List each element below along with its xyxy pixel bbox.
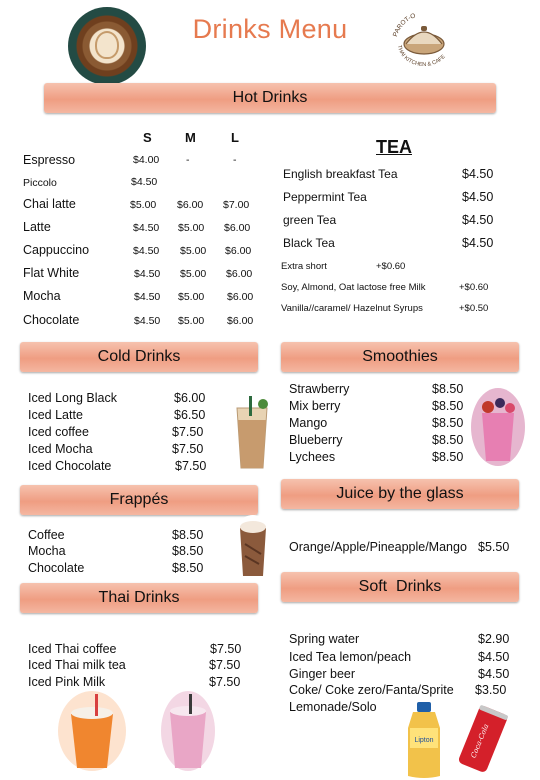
hot-item-price-s: $4.50: [134, 291, 161, 303]
size-header-m: M: [185, 130, 196, 145]
hot-item-price-s: $4.50: [133, 222, 160, 234]
hot-item-price-m: $5.00: [178, 291, 205, 303]
soft-item-price: $2.90: [478, 632, 510, 646]
cold-item-name: Iced Chocolate: [28, 459, 112, 473]
cold-item-name: Iced Latte: [28, 408, 83, 422]
cold-drinks-heading: Cold Drinks: [97, 348, 181, 365]
hot-item-name: Chai latte: [23, 197, 76, 211]
frappe-item-price: $8.50: [172, 561, 204, 575]
hot-item-name: Piccolo: [23, 177, 57, 189]
thai-drinks-heading: Thai Drinks: [98, 589, 180, 606]
smoothie-item-price: $8.50: [432, 416, 464, 430]
smoothie-item-price: $8.50: [432, 382, 464, 396]
soft-item-name: Lemonade/Solo: [289, 700, 377, 714]
tea-item-name: Black Tea: [283, 236, 335, 250]
smoothie-item-name: Mango: [289, 416, 328, 430]
hot-item-price-s: $4.50: [134, 315, 161, 327]
tea-item-name: Peppermint Tea: [283, 190, 367, 204]
hot-drinks-heading: Hot Drinks: [232, 89, 308, 106]
svg-text:PAROT-O: PAROT-O: [392, 12, 417, 38]
cold-item-name: Iced Mocha: [28, 442, 93, 456]
frappe-item-name: Mocha: [28, 544, 66, 558]
cold-item-price: $7.50: [172, 442, 204, 456]
hot-item-price-s: $4.00: [133, 154, 160, 166]
smoothies-banner: [281, 342, 519, 372]
cold-item-price: $6.00: [174, 391, 206, 405]
soft-drinks-banner: [281, 572, 519, 602]
tea-item-price: $4.50: [462, 167, 494, 181]
frappe-item-name: Coffee: [28, 528, 65, 542]
hot-item-name: Espresso: [23, 153, 76, 167]
cold-item-price: $6.50: [174, 408, 206, 422]
tea-item-price: $4.50: [462, 213, 494, 227]
smoothie-item-price: $8.50: [432, 450, 464, 464]
iced-coffee-image: [227, 390, 277, 474]
svg-text:THAI KITCHEN & CAFE: THAI KITCHEN & CAFE: [396, 44, 447, 69]
hot-item-name: Latte: [23, 220, 51, 234]
hot-item-price-l: $7.00: [223, 199, 250, 211]
hot-item-price-m: $6.00: [177, 199, 204, 211]
extra-item-name: Vanilla//caramel/ Hazelnut Syrups: [281, 303, 423, 314]
size-header-s: S: [143, 130, 152, 145]
frappe-item-price: $8.50: [172, 544, 204, 558]
hot-item-price-s: $5.00: [130, 199, 157, 211]
tea-item-price: $4.50: [462, 190, 494, 204]
smoothie-item-name: Lychees: [289, 450, 336, 464]
soft-item-name: Coke/ Coke zero/Fanta/Sprite: [289, 683, 454, 697]
cafe-logo: [388, 10, 460, 70]
thai-item-name: Iced Pink Milk: [28, 675, 106, 689]
iced-tea-bottle-image: [398, 700, 450, 780]
size-header-l: L: [231, 130, 239, 145]
juice-heading: Juice by the glass: [336, 485, 464, 502]
tea-item-price: $4.50: [462, 236, 494, 250]
smoothie-item-price: $8.50: [432, 433, 464, 447]
smoothie-item-price: $8.50: [432, 399, 464, 413]
extra-item-price: +$0.50: [459, 303, 489, 314]
coke-label: Coca-Cola: [469, 722, 491, 760]
hot-item-price-m: $5.00: [180, 268, 207, 280]
smoothies-heading: Smoothies: [362, 348, 438, 365]
hot-item-price-m: $5.00: [180, 245, 207, 257]
thai-item-name: Iced Thai coffee: [28, 642, 117, 656]
thai-item-price: $7.50: [209, 658, 241, 672]
cold-item-price: $7.50: [172, 425, 204, 439]
hot-item-name: Mocha: [23, 289, 61, 303]
cold-item-name: Iced coffee: [28, 425, 89, 439]
hot-item-price-l: $6.00: [225, 245, 252, 257]
coke-can-image: [454, 702, 512, 776]
hot-item-price-s: $4.50: [131, 176, 158, 188]
soft-item-price: $3.50: [475, 683, 507, 697]
hot-item-name: Chocolate: [23, 313, 80, 327]
cold-drinks-banner: [20, 342, 258, 372]
hot-item-name: Flat White: [23, 266, 80, 280]
thai-iced-tea-image: [57, 690, 127, 772]
hot-item-price-m: $5.00: [178, 315, 205, 327]
frappe-item-name: Chocolate: [28, 561, 85, 575]
extra-item-name: Soy, Almond, Oat lactose free Milk: [281, 282, 426, 293]
thai-item-name: Iced Thai milk tea: [28, 658, 126, 672]
soft-item-name: Ginger beer: [289, 667, 356, 681]
berry-smoothie-image: [470, 387, 526, 467]
hot-item-name: Cappuccino: [23, 243, 90, 257]
smoothie-item-name: Strawberry: [289, 382, 350, 396]
hot-item-price-l: $6.00: [224, 222, 251, 234]
thai-item-price: $7.50: [210, 642, 242, 656]
hot-item-price-l: $6.00: [226, 268, 253, 280]
menu-title: Drinks Menu: [192, 14, 348, 44]
hot-item-price-s: $4.50: [133, 245, 160, 257]
frappes-heading: Frappés: [109, 491, 169, 508]
tea-heading: TEA: [376, 137, 412, 157]
frappes-banner: [20, 485, 258, 515]
hot-item-price-l: -: [233, 154, 237, 166]
tea-item-name: green Tea: [283, 213, 337, 227]
juice-item-name: Orange/Apple/Pineapple/Mango: [289, 540, 467, 554]
hot-item-price-l: $6.00: [227, 291, 254, 303]
cold-item-name: Iced Long Black: [28, 391, 117, 405]
smoothie-item-name: Mix berry: [289, 399, 341, 413]
thai-item-price: $7.50: [209, 675, 241, 689]
hot-item-price-m: -: [186, 154, 190, 166]
smoothie-item-name: Blueberry: [289, 433, 343, 447]
soft-item-name: Spring water: [289, 632, 360, 646]
lipton-label: Lipton: [414, 737, 434, 744]
hot-item-price-l: $6.00: [227, 315, 254, 327]
hot-item-price-s: $4.50: [134, 268, 161, 280]
tea-item-name: English breakfast Tea: [283, 167, 398, 181]
juice-banner: [281, 479, 519, 509]
juice-item-price: $5.50: [478, 540, 510, 554]
cold-item-price: $7.50: [175, 459, 207, 473]
extra-item-name: Extra short: [281, 261, 327, 272]
thai-drinks-banner: [20, 583, 258, 613]
frappe-item-price: $8.50: [172, 528, 204, 542]
extra-item-price: +$0.60: [459, 282, 489, 293]
soft-item-price: $4.50: [478, 650, 510, 664]
soft-item-name: Iced Tea lemon/peach: [289, 650, 412, 664]
frappe-image: [229, 514, 277, 580]
hot-item-price-m: $5.00: [178, 222, 205, 234]
hot-drinks-banner: [44, 83, 496, 113]
pink-milk-image: [160, 690, 216, 772]
soft-drinks-heading: Soft Drinks: [358, 578, 442, 595]
soft-item-price: $4.50: [478, 667, 510, 681]
extra-item-price: +$0.60: [376, 261, 406, 272]
